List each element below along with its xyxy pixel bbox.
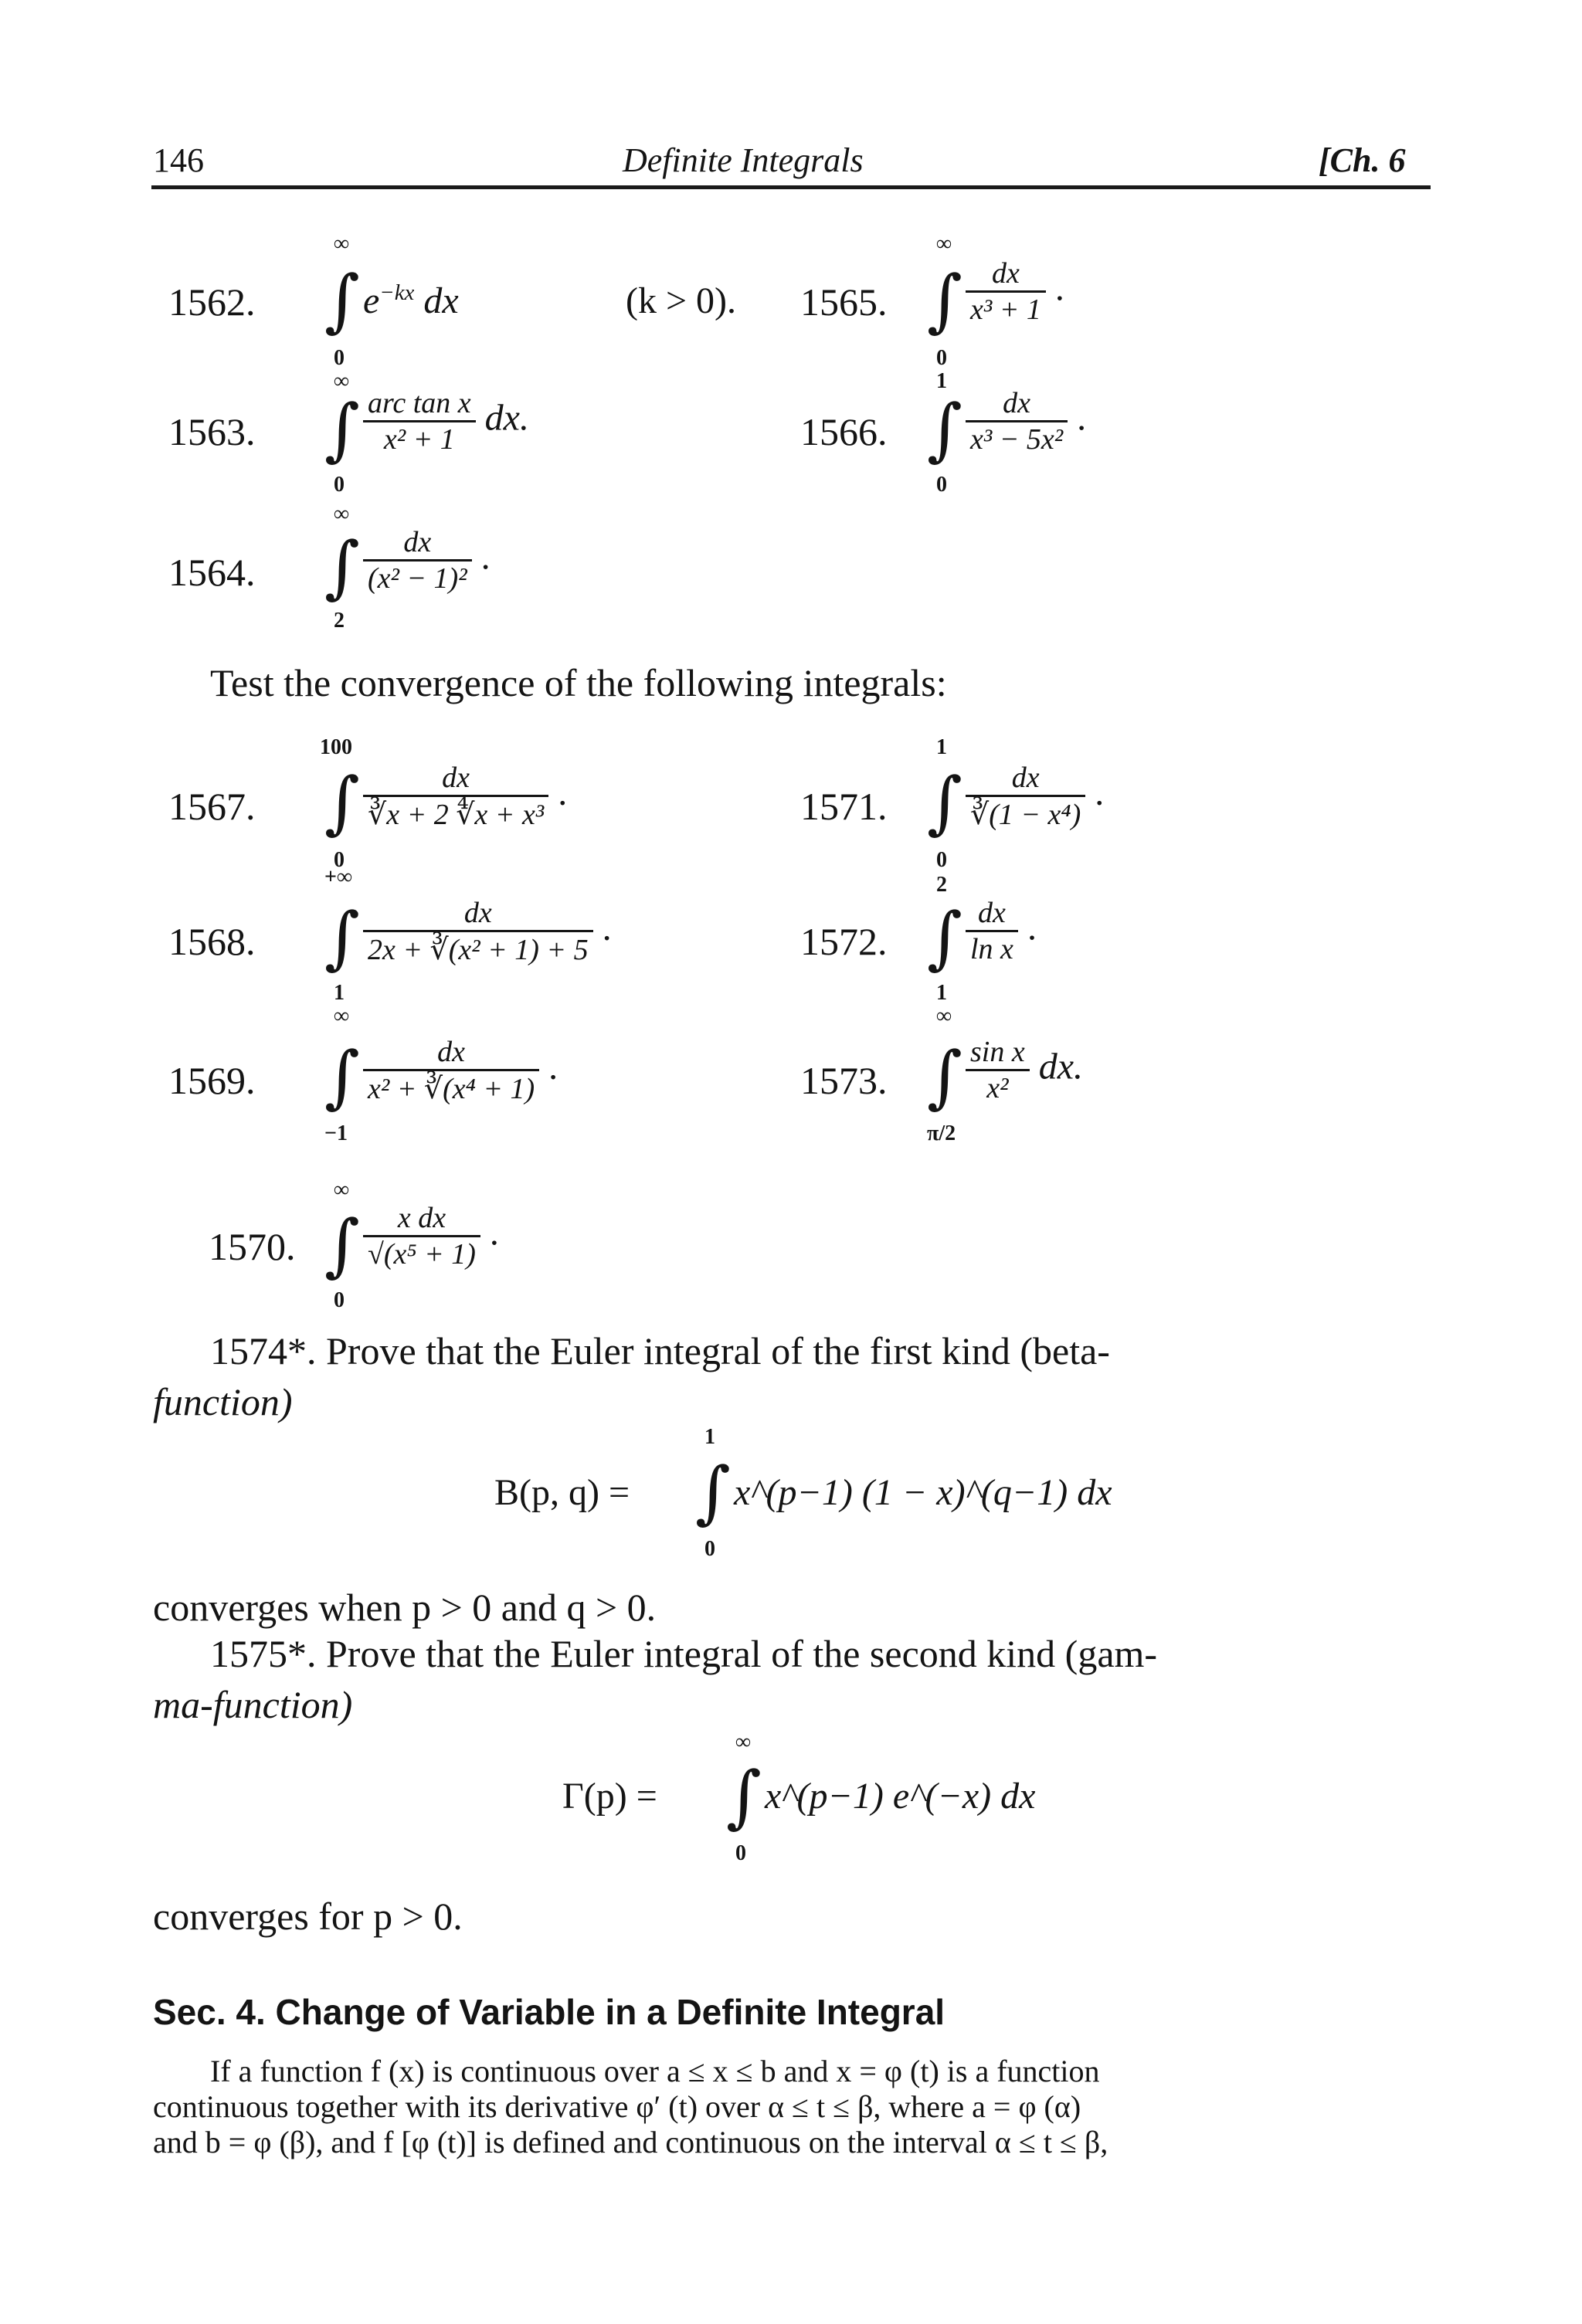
integrand: $\frac{\text{sin x}}{\text{x²}}$ dx.: [966, 1035, 1083, 1105]
integrand: $\frac{dx}{\text{x² + ∛(x⁴ + 1)}}$ .: [363, 1035, 558, 1106]
statement-line: function): [153, 1380, 293, 1423]
running-title: Definite Integrals: [623, 141, 864, 179]
lower-limit: 0: [704, 1537, 715, 1561]
problem-number: 1572.: [800, 920, 888, 963]
section-text-line: If a function f (x) is continuous over a ≤ x ≤ b and x = φ (t) is a function: [210, 2054, 1100, 2088]
integral-sign: ∫: [324, 527, 360, 606]
upper-limit: 100: [320, 735, 352, 759]
integral-sign: ∫: [324, 260, 360, 340]
formula-rhs: x^(p−1) e^(−x) dx: [765, 1776, 1036, 1817]
chapter-label: [Ch. 6: [1319, 141, 1406, 179]
lower-limit: 0: [334, 473, 345, 497]
statement-line: 1575*. Prove that the Euler integral of the second kind (gam-: [210, 1632, 1158, 1675]
problem-number: 1573.: [800, 1059, 888, 1102]
upper-limit: +∞: [324, 865, 352, 889]
lower-limit: 0: [334, 346, 345, 370]
upper-limit: ∞: [334, 232, 349, 256]
upper-limit: ∞: [334, 369, 349, 393]
integrand: $\frac{dx}{\text{x³ + 1}}$ .: [966, 256, 1064, 327]
upper-limit: ∞: [334, 1178, 349, 1202]
problem-number: 1571.: [800, 785, 888, 828]
formula-rhs: x^(p−1) (1 − x)^(q−1) dx: [734, 1472, 1112, 1513]
problem-number: 1568.: [168, 920, 256, 963]
integral-sign: ∫: [324, 389, 360, 469]
integrand: $e^{-kx}$ dx: [363, 280, 459, 321]
integrand: $\frac{dx}{\text{∛x + 2 ∜x + x³}}$ .: [363, 761, 567, 832]
problem-number: 1565.: [800, 280, 888, 324]
formula-lhs: B(p, q) =: [494, 1472, 630, 1513]
upper-limit: 1: [936, 735, 947, 759]
integral-sign: ∫: [927, 897, 962, 977]
upper-limit: 1: [936, 369, 947, 393]
lower-limit: 0: [334, 1288, 345, 1312]
integral-sign: ∫: [324, 1036, 360, 1116]
lower-limit: 1: [334, 981, 345, 1005]
lower-limit: π/2: [927, 1121, 956, 1145]
integrand: $\frac{dx}{\text{2x + ∛(x² + 1) + 5}}$ .: [363, 896, 612, 967]
integrand: $\frac{dx}{\text{ln x}}$ .: [966, 896, 1037, 966]
section-heading: Sec. 4. Change of Variable in a Definite Integral: [153, 1992, 945, 2032]
conclusion: converges for p > 0.: [153, 1895, 463, 1938]
condition: (k > 0).: [626, 280, 737, 321]
problem-number: 1563.: [168, 410, 256, 453]
upper-limit: ∞: [334, 1004, 349, 1028]
section-text-line: and b = φ (β), and f [φ (t)] is defined and continuous on the interval α ≤ t ≤ β,: [153, 2125, 1108, 2159]
upper-limit: ∞: [735, 1730, 751, 1754]
integrand: $\frac{\text{x dx}}{\text{√(x⁵ + 1)}}$ .: [363, 1201, 499, 1271]
integral-sign: ∫: [927, 762, 962, 842]
integral-sign: ∫: [927, 1036, 962, 1116]
integrand: $\frac{\text{arc tan x}}{\text{x² + 1}}$ dx.: [363, 386, 529, 456]
integral-sign: ∫: [695, 1452, 731, 1532]
integral-sign: ∫: [324, 762, 360, 842]
statement-line: 1574*. Prove that the Euler integral of the first kind (beta-: [210, 1329, 1110, 1372]
integral-sign: ∫: [324, 1205, 360, 1284]
header-rule: [151, 185, 1431, 189]
integrand: $\frac{dx}{\text{∛(1 − x⁴)}}$ .: [966, 761, 1104, 832]
integrand: $\frac{dx}{\text{(x² − 1)²}}$ .: [363, 525, 491, 595]
instruction-text: Test the convergence of the following integrals:: [210, 661, 947, 704]
problem-number: 1567.: [168, 785, 256, 828]
section-text-line: continuous together with its derivative φ′ (t) over α ≤ t ≤ β, where a = φ (α): [153, 2089, 1081, 2124]
problem-number: 1562.: [168, 280, 256, 324]
problem-number: 1564.: [168, 551, 256, 594]
problem-number: 1566.: [800, 410, 888, 453]
lower-limit: 0: [334, 848, 345, 872]
formula-lhs: Γ(p) =: [562, 1776, 657, 1817]
conclusion: converges when p > 0 and q > 0.: [153, 1586, 657, 1629]
lower-limit: 0: [936, 848, 947, 872]
upper-limit: ∞: [936, 1004, 952, 1028]
upper-limit: ∞: [936, 232, 952, 256]
lower-limit: 2: [334, 609, 345, 633]
lower-limit: 0: [936, 346, 947, 370]
upper-limit: 2: [936, 873, 947, 897]
integral-sign: ∫: [324, 897, 360, 977]
upper-limit: 1: [704, 1425, 715, 1449]
lower-limit: 0: [735, 1841, 746, 1865]
upper-limit: ∞: [334, 502, 349, 526]
integrand: $\frac{dx}{\text{x³ − 5x²}}$ .: [966, 386, 1086, 456]
integral-sign: ∫: [927, 389, 962, 469]
page-number: 146: [153, 141, 204, 179]
problem-number: 1569.: [168, 1059, 256, 1102]
lower-limit: 0: [936, 473, 947, 497]
integral-sign: ∫: [726, 1756, 762, 1836]
statement-line: ma-function): [153, 1683, 353, 1726]
lower-limit: 1: [936, 981, 947, 1005]
lower-limit: −1: [324, 1121, 348, 1145]
problem-number: 1570.: [209, 1225, 296, 1268]
integral-sign: ∫: [927, 260, 962, 340]
